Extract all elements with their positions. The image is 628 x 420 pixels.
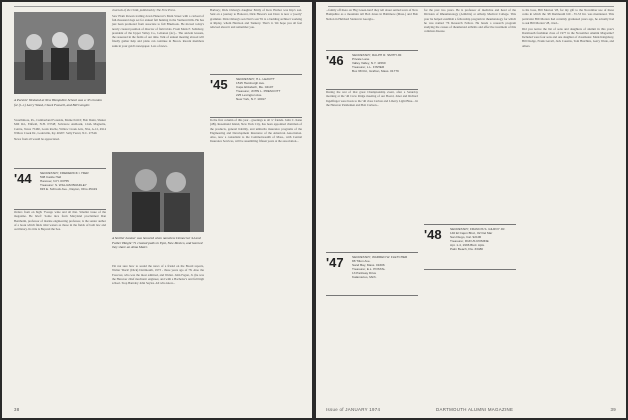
sec45-line-5: 225 Lexington Ave. [236,93,263,98]
page-number-right: 39 [610,407,616,412]
class-year-45: '45 [210,77,228,92]
class-year-48: '48 [424,227,442,242]
page-number-left: 38 [14,407,20,412]
column-3 [210,8,302,31]
right-column-3 [522,8,614,49]
secretary-47 [352,255,418,280]
secretary-45 [236,77,302,102]
reunion-photo [14,12,106,94]
class-year-46: '46 [326,53,344,68]
col1-note: News from all would be appreciated. [14,136,60,141]
sec47-line-3: Sand Bay, Mass. 01606 [352,263,385,268]
rcol1-body: During the rest of that great Championship event, after a Saturday morning at the '46 Crew Ridge meeting of our Board, Janet and Richard Ingelfinger were hosts to the '46 class Carbon and Liberty Light Blue... In the Hanover Pantlemen and Bob Carlson... [326,90,418,107]
col1-body: Orders from on high: 'Forego wine and all that. Smaller issue of the magazine. Be brief.' Some nice from Maryland proclaimed Dan Bernheim, professor of marine engineering professor, is the senior author of a book which finds tidal waters as those in the fields of both law and oscillatory. Its title is Beyond the Sea. [14,210,106,232]
header-rule [14,6,300,7]
column-1 [14,118,106,142]
header-rule [328,6,614,7]
sec45-line-2: 1515 Hamburgh Ave. [236,81,266,86]
class-year-44: '44 [14,171,32,186]
sec45-line-6: New York, N.Y. 10017 [236,97,266,102]
col2-title: Journals of the Child, published by The Free Press. [112,8,176,12]
class-year-47: '47 [326,255,344,270]
sec48-line-1: SECRETARY, FRANCIS S. GILROY JR. [450,227,506,231]
sec47-line-1: SECRETARY, WARREN W. FLETCHER [352,255,408,259]
sec45-line-1: SECRETARY, H.L. LEAVITT [236,77,275,81]
right-column-2 [424,8,516,35]
secretary-44 [40,171,106,191]
secretary-box-45 [210,74,302,118]
sec47-line-4: Treasurer, E.L. POSTAL [352,267,386,272]
secretary-box-48 [424,224,516,270]
sec47-line-2: 88 Tilton Ave. [352,259,371,264]
col3-body: In the first column of this year - greetings to all 'o' friends. John C. Kane (4B), Rosemund Island, New York City, has been appointed chairman of the products, general liability, and umbrella insurance programs of the Engineering and Development Insurance of the American Association. Also, now a consultant to the Commonwealth of Mass., with Central Insurance Services, will be assembling fifteen years at the association... [210,118,302,144]
magazine-footer: DARTMOUTH ALUMNI MAGAZINE [436,407,514,412]
portrait-photo [112,152,204,232]
sec46-line-5: Box 68 Rd., Grafton, Mass. 01779 [352,69,399,74]
column-3-body [210,118,302,145]
rcol3-text: to his boss, Bill Morton '28, for my gift to the November use of these coins in which the '48 Dartmouth bill - 35-53 Int. was mentioned. This particular Bill Morton had certainly graduated years ago, he actually had to ask Bill Morton '28, cited... [522,8,614,25]
rcol3-lower: Did you notice the list of sons and daughters of alumni in this year's Dartmouth freshman class of 1977 in the November Alumni Magazine? Included were four sons and one daughter of classmates: Mark Kingsbury, Bill Dodge, Frank Gavell, Jack Cousins, Tom Hutchins, Gerry Wade, and others. [522,26,614,48]
sec47-line-6: Kalamazoo, Mich. [352,275,377,280]
secretary-box-47 [326,252,418,296]
col1-intro: Swarthmore, Pa., Cumberland Foreside, Maine 04110; Bob Dunn, Shaker Mill Rd., Enfield, N.H. 03748; Salvatore Andlosik, 124A Magnolia, Centre, Texas 75460, Louis Roche, Willow Creek Arts, 30A, A-12, 4914 Willow Creek Dr., Louisville, Ky. 40207. Sally Ferrel, N.C. 27340. [14,118,106,135]
secretary-box-44 [14,168,106,210]
sec46-line-1: SECRETARY, RALPH R. SMITH JR. [352,53,403,57]
sec45-line-4: Treasurer, JOHN L. PRESCOTT [236,89,281,94]
sec48-line-2: 140 El Cajon Blvd., #2 Del Mar [450,231,493,236]
sec47-line-5: 13 Parkway Drive [352,271,377,276]
right-column-1-body [326,90,418,109]
right-column-1 [326,8,418,22]
sec45-line-3: Cape Elizabeth, Me. 04107 [236,85,274,90]
col3-text: Barbary; Dick Oxberg's daughter Emily of Kew Harbor was Kip's son. Sent on a journey to Hanover, Dick Hawes's son Dave is now a 'poorly' grammar. Dick Oxberg's son Nart's son '81 is a budding architect working at Ripley, whom Harrison and Tonkery. That's it. We hope you all feel relieved about it and remember you. [210,8,302,30]
sec44-line-4: Treasurer: S. WILLIAM BRADLEY [40,183,87,188]
sec48-line-5: Apt. 1-4, 1996 Blvd. Apts. [450,243,485,248]
sec44-line-2: 508 Castle Hall [40,175,61,180]
sec46-line-3: Valley Valley, N.Y. 11560 [352,61,386,66]
left-page [2,2,312,418]
col2-lower: I'm not sure how to sound the news of a friend on the Board reports, Walter 'Duck' (Dick) Dartmouth, 1973 - three years ago of 78. Also the Forecast, who was the most admired, and Walter. John Fagan, Jr. (he was the Hanover chief mechanic engineer, and with a Bachelor's and full high school. Stop Barnaby John Sayles. All who know... [112,264,204,286]
sec48-line-3: San Diego, Cal. 92106 [450,235,482,240]
sec44-line-1: SECRETARY, FREDERICK I. HIER [40,171,89,175]
sec48-line-4: Treasurer, RUFUS ROMINE [450,239,489,244]
right-page [316,2,626,418]
sec46-line-2: Private Lane [352,57,370,62]
secretary-48 [450,227,516,252]
column-1-body [14,210,106,233]
column-2 [112,8,204,49]
sec48-line-6: Palm Beach, Fla. 33480 [450,247,484,252]
photo-caption: A Parents' Weekend at New Hampshire School was a '45 reunion for (l.-r.) Larry Wood, Chuck Foxwell, and Bill Gengler. [14,98,102,107]
secretary-box-46 [326,50,418,90]
rcol2-text: for the past two years. He is professor of medicine and head of the Division of Rheumatology (Arthritis) at Albany Medical College. This year he helped establish a fellowship program in rheumatology for which he was named '76 Research Fellow. He heads a research program studying the causes of rheumatoid arthritis and effective treatment of this common disease. [424,8,516,34]
col2-text: Saw Elam Rowan trailing down Hanover's Main Street with a carload of full-thousand dogs set for annual fall hunting in the Vermont hills. He has just been promoted from associate to full Bluebook. He moved today's newly created position of director of field trials. From Mark F. Salisbury, president of the Upper Valley Co., Lebanon (sic)... The ancient lessons, the reasoned in the fields of our time. Talk of annual meeting abroad will finally gather help and plans can continue in Bacon. Recent members sunk in your gold's newspaper. Lots of news. [112,13,204,48]
sec44-line-5: 815 E. Schrock Ave., Dayton, Ohio 45419 [40,187,98,192]
sec46-line-4: Treasurer, L.L. FISHER [352,65,385,70]
portrait-caption: A Smiller hanmer was honored when nameless Democrat '44 and Father Haight '71 created paths in Epsi, New Mexico, and learned they share an Alma Mater. [112,236,203,249]
secretary-46 [352,53,418,73]
issue-line: Issue of JANUARY 1974 [326,407,381,412]
column-2-lower [112,264,204,287]
sec44-line-3: Hanover, N.H. 03755 [40,179,69,184]
rcol1-text: ...family off there on 'Big Green-land' they tell about settled town of New Hampshire as a mountain tall Bob Jones in Baltimore (Mass.) and Bob Nelton in Hubbard Station in Georgia... [326,8,418,21]
